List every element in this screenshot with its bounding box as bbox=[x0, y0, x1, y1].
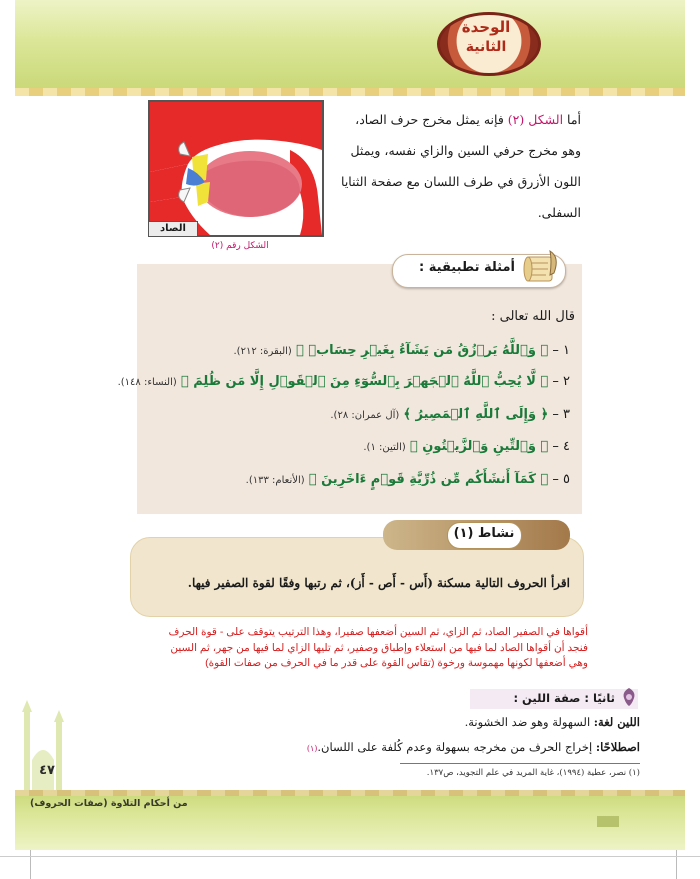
intro-paragraph bbox=[335, 104, 581, 228]
unit-number: الثانية bbox=[465, 39, 507, 55]
crop-marks bbox=[0, 850, 700, 879]
intro-lead: أما bbox=[563, 112, 581, 127]
example-item-5 bbox=[246, 472, 570, 487]
activity-title: نشاط (١) bbox=[453, 526, 515, 541]
examples-intro-line: قال الله تعالى : bbox=[491, 309, 575, 324]
footnote: (١) نصر، عطية (١٩٩٤)، غاية المريد في علم التجويد، ص١٣٧. bbox=[426, 768, 640, 778]
example-number: ٣ – bbox=[552, 407, 570, 422]
activity-instructions: اقرأ الحروف التالية مسكنة (أَس - أَص - أَز)، ثم رتبها وفقًا لقوة الصفير فيها. bbox=[187, 576, 570, 590]
mosque-silhouette-icon bbox=[18, 700, 68, 792]
footnote-divider bbox=[400, 763, 640, 764]
softness-technical-definition bbox=[150, 740, 640, 754]
softness-linguistic-definition bbox=[150, 715, 640, 729]
example-item-4 bbox=[363, 439, 570, 454]
figure-reference: الشكل (٢) bbox=[507, 112, 564, 127]
figure-label: الصاد bbox=[148, 221, 198, 237]
top-banner bbox=[15, 0, 685, 92]
example-item-3 bbox=[330, 407, 570, 422]
top-decorative-stripe bbox=[15, 88, 685, 96]
footnote-marker: (١) bbox=[306, 744, 318, 753]
example-verse: ﴿ وَإِلَى ٱللَّهِ ٱلۡمَصِيرُ ﴾ bbox=[403, 407, 549, 422]
example-reference: (البقرة: ٢١٢). bbox=[233, 346, 292, 357]
linguistic-text: السهولة وهو ضد الخشونة. bbox=[464, 715, 594, 729]
example-verse: ﴿ وَٱلتِّينِ وَٱلزَّيۡتُونِ ﴾ bbox=[409, 439, 549, 454]
example-number: ٥ – bbox=[552, 472, 570, 487]
bottom-decorative-stripe bbox=[15, 790, 685, 796]
mouth-diagram bbox=[148, 100, 324, 237]
example-number: ٤ – bbox=[552, 439, 570, 454]
technical-label: اصطلاحًا: bbox=[595, 740, 640, 754]
example-number: ٢ – bbox=[552, 374, 570, 389]
example-reference: (النساء: ١٤٨). bbox=[117, 377, 177, 388]
example-reference: (التين: ١). bbox=[363, 442, 406, 453]
footer-chip bbox=[597, 816, 619, 827]
activity-answer: أقواها في الصفير الصاد، ثم الزاي، ثم السين أضعفها صفيرا، وهذا الترتيب يتوقف على - قوة الحرف فنجد أن أقواها الصاد لما فيها من استعلاء وإطباق وصفير، ثم تليها الزاي لما فيها من جهر، ثم السين وهي أضعفها لكونها مهموسة ورخوة (تقاس القوة على قدر ما في الحرف من صفات القوة) bbox=[168, 626, 588, 669]
technical-text: إخراج الحرف من مخرجه بسهولة وعدم كُلفة على اللسان. bbox=[317, 740, 596, 754]
example-verse: ﴿ وَٱللَّهُ يَرۡزُقُ مَن يَشَآءُ بِغَيۡرِ حِسَابٖ ﴾ bbox=[295, 343, 549, 358]
example-number: ١ – bbox=[552, 343, 570, 358]
examples-title: أمثلة تطبيقية : bbox=[419, 260, 515, 275]
figure-caption: الشكل رقم (٢) bbox=[211, 241, 269, 251]
ornament-icon bbox=[618, 686, 640, 708]
example-verse: ﴿ لَّا يُحِبُّ ٱللَّهُ ٱلۡجَهۡرَ بِٱلسُّوٓءِ مِنَ ٱلۡقَوۡلِ إِلَّا مَن ظُلِمَ ﴾ bbox=[180, 374, 549, 389]
page-number: ٤٧ bbox=[39, 763, 55, 778]
softness-title: ثانيًا : صفة اللين : bbox=[513, 691, 615, 705]
example-item-1 bbox=[234, 343, 571, 358]
example-verse: ﴿ كَمَآ أَنشَأَكُم مِّن ذُرِّيَّةِ قَوۡمٍ ءَاخَرِينَ ﴾ bbox=[308, 472, 549, 487]
footer-title: من أحكام التلاوة (صفات الحروف) bbox=[30, 798, 188, 809]
linguistic-label: اللين لغة: bbox=[593, 715, 640, 729]
example-reference: (الأنعام: ١٣٣). bbox=[245, 475, 305, 486]
scroll-quill-icon bbox=[520, 247, 564, 287]
unit-word: الوحدة bbox=[461, 18, 511, 36]
example-reference: (آل عمران: ٢٨). bbox=[330, 410, 400, 421]
intro-text: فإنه يمثل مخرج حرف الصاد، وهو مخرج حرفي السين والزاي نفسه، ويمثل اللون الأزرق في طرف اللسان مع صفحة الثنايا السفلى. bbox=[341, 112, 581, 220]
example-item-2 bbox=[118, 374, 570, 389]
